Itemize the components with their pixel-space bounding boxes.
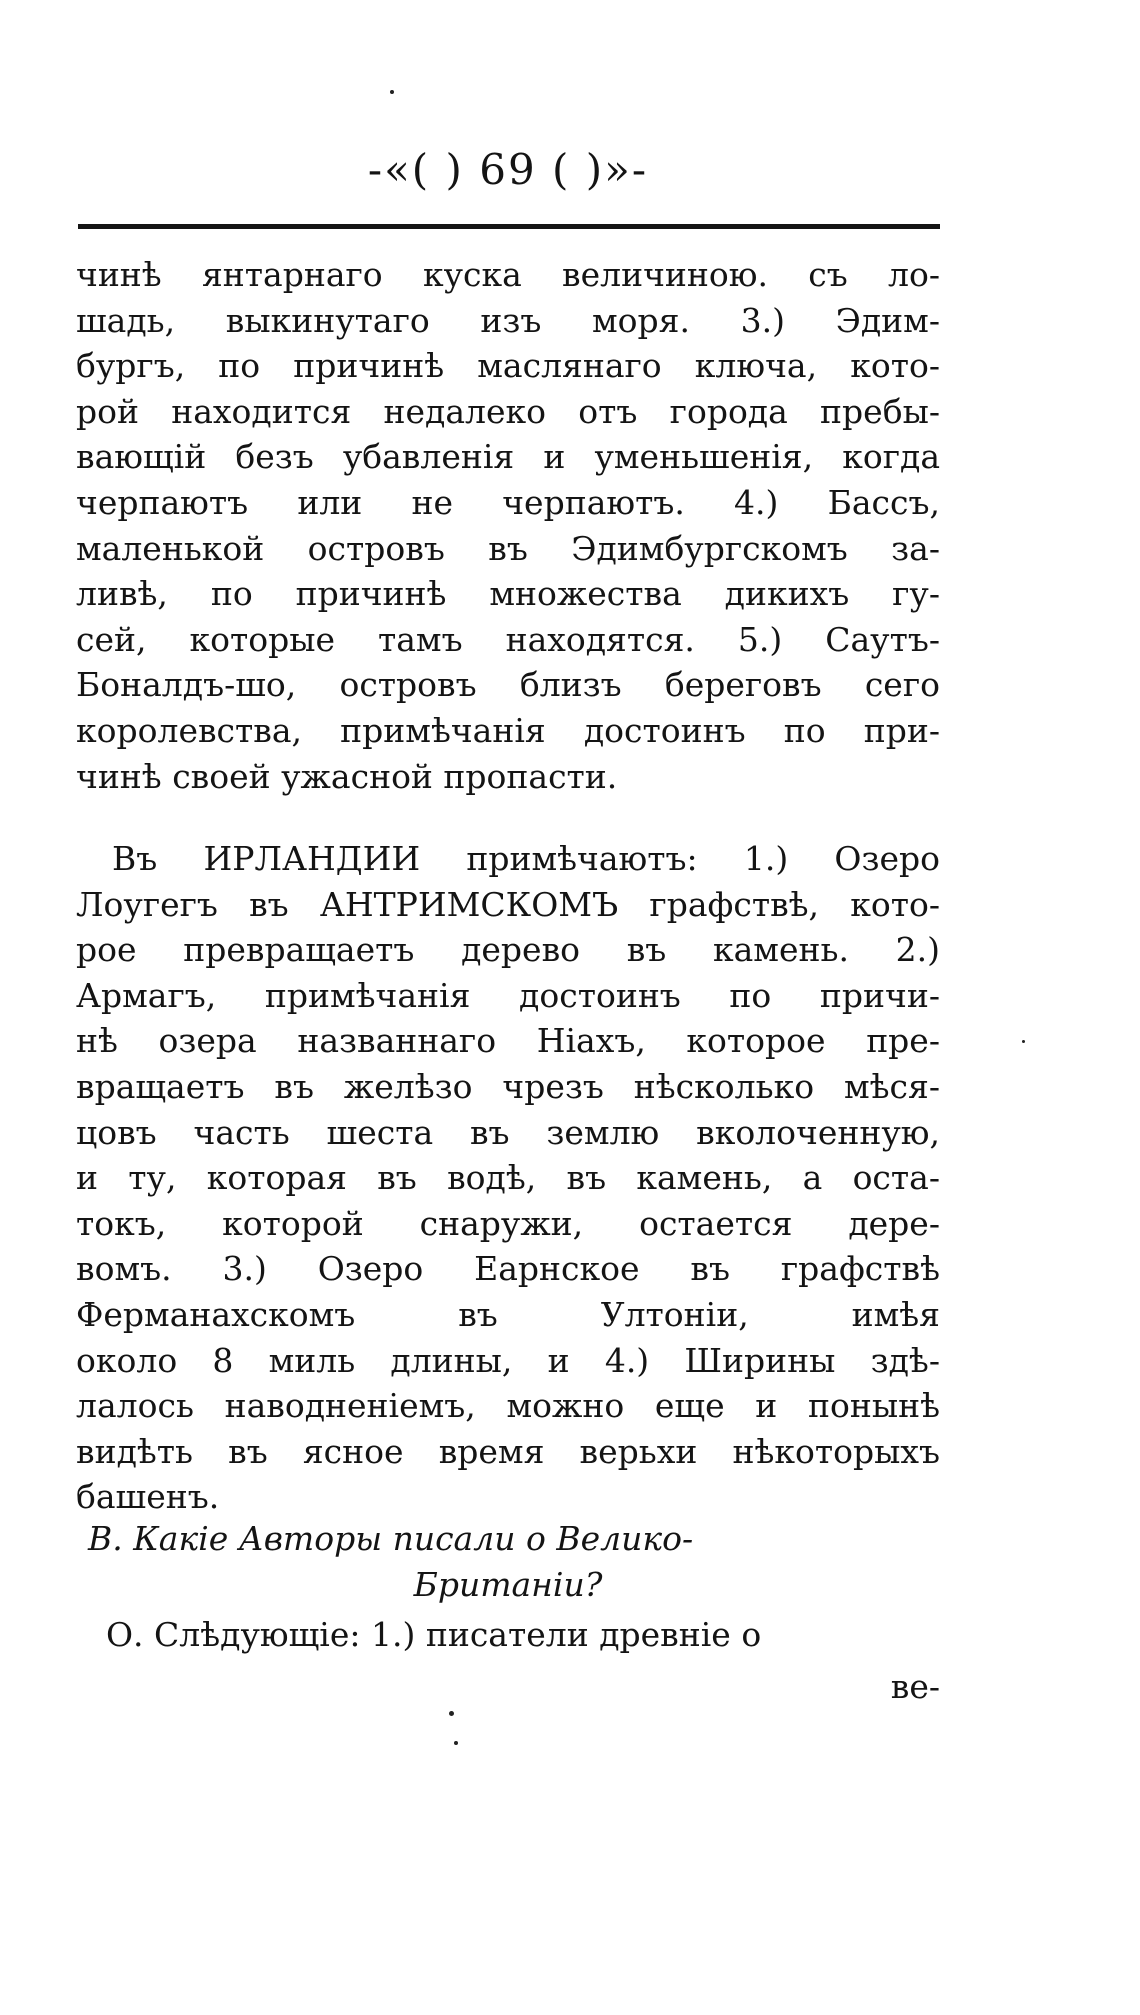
text-line: Лоугегъ въ АНТРИМСКОМЪ графствѣ, кото-: [76, 884, 940, 924]
header-rule: [78, 224, 940, 229]
ink-speck: [1022, 1040, 1025, 1043]
question-line-2: Британіи?: [413, 1565, 603, 1604]
text-line: токъ, которой снаружи, остается дере-: [76, 1203, 940, 1243]
paragraph-2: [76, 836, 940, 1520]
ink-speck: [449, 1711, 454, 1716]
text-line: вомъ. 3.) Озеро Еарнское въ графствѣ: [76, 1249, 940, 1289]
text-line: рое превращаетъ дерево въ камень. 2.): [76, 930, 940, 970]
text-line: около 8 миль длины, и 4.) Ширины здѣ-: [76, 1340, 940, 1380]
text-line: и ту, которая въ водѣ, въ камень, а оста-: [76, 1158, 940, 1198]
text-line: Ферманахскомъ въ Ултоніи, имѣя: [76, 1294, 940, 1334]
text-line: ливѣ, по причинѣ множества дикихъ гу-: [76, 574, 940, 614]
text-line: королевства, примѣчанія достоинъ по при-: [76, 710, 940, 750]
text-line: бургъ, по причинѣ маслянаго ключа, кото-: [76, 346, 940, 386]
text-line: маленькой островъ въ Эдимбургскомъ за-: [76, 528, 940, 568]
text-line: видѣть въ ясное время верьхи нѣкоторыхъ: [76, 1431, 940, 1471]
text-line: лалось наводненіемъ, можно еще и понынѣ: [76, 1386, 940, 1426]
text-line: черпаютъ или не черпаютъ. 4.) Бассъ,: [76, 482, 940, 522]
ink-speck: [390, 90, 394, 94]
text-line: шадь, выкинутаго изъ моря. 3.) Эдим-: [76, 300, 940, 340]
text-line: вращаетъ въ желѣзо чрезъ нѣсколько мѣся-: [76, 1066, 940, 1106]
text-line: Армагъ, примѣчанія достоинъ по причи-: [76, 975, 940, 1015]
text-line: Въ ИРЛАНДИИ примѣчаютъ: 1.) Озеро: [112, 839, 940, 878]
paragraph-1: [76, 252, 940, 799]
page-header: -«( ) 69 ( )»-: [367, 145, 649, 194]
text-line: цовъ часть шеста въ землю вколоченную,: [76, 1112, 940, 1152]
text-line: рой находится недалеко отъ города пребы-: [76, 391, 940, 431]
text-line: чинѣ янтарнаго куска величиною. съ ло-: [76, 255, 940, 294]
text-line: нѣ озера названнаго Ніахъ, которое пре-: [76, 1021, 940, 1061]
ink-speck: [454, 1741, 458, 1745]
catchword: ве-: [890, 1667, 940, 1706]
text-line: вающій безъ убавленія и уменьшенія, когда: [76, 437, 940, 477]
text-line: башенъ.: [76, 1477, 220, 1517]
answer-line: О. Слѣдующіе: 1.) писатели древніе о: [106, 1615, 762, 1654]
text-line: Боналдъ-шо, островъ близъ береговъ сего: [76, 665, 940, 705]
question-block: [76, 1516, 940, 1608]
question-line-1: В. Какіе Авторы писали о Велико-: [88, 1519, 694, 1558]
text-line: сей, которые тамъ находятся. 5.) Саутъ-: [76, 619, 940, 659]
text-line: чинѣ своей ужасной пропасти.: [76, 756, 618, 796]
